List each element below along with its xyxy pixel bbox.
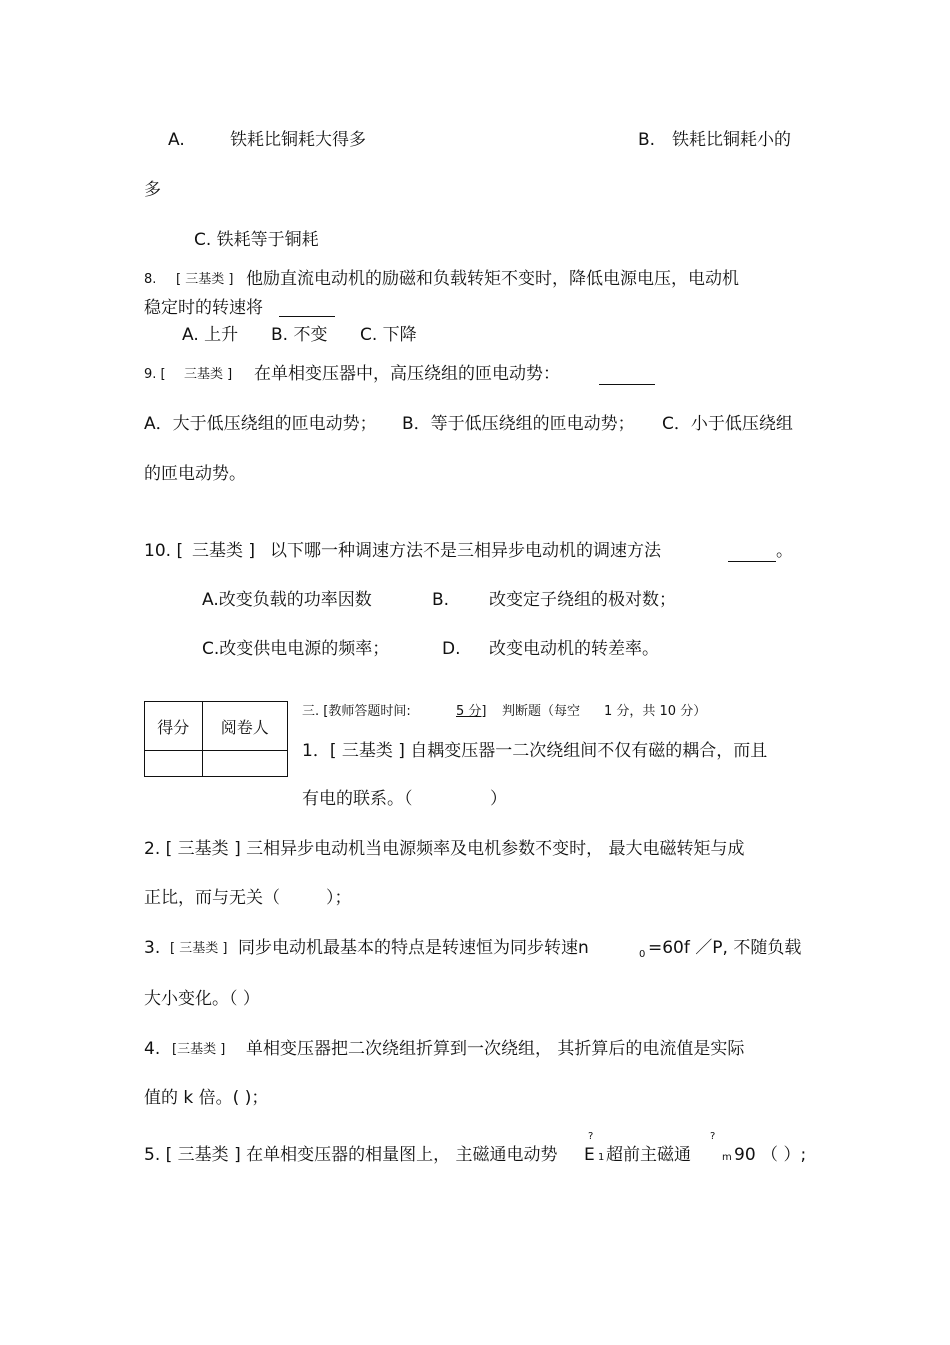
option-b-label: B. — [638, 130, 656, 150]
tf-q5-phasor-mark-m: ? — [710, 1131, 716, 1142]
tf-q3-subscript: 0 — [639, 949, 646, 960]
tf-q3-text: 同步电动机最基本的特点是转速恒为同步转速n — [238, 938, 589, 958]
tf-q3-line2: 大小变化。（ ） — [144, 989, 260, 1009]
q10-number: 10. [ — [144, 541, 184, 561]
tf-q2-close: ）； — [326, 888, 352, 908]
q8-text: 他励直流电动机的励磁和负载转矩不变时，降低电源电压，电动机 — [246, 269, 739, 289]
q9-answer-blank — [599, 384, 655, 385]
q10-option-a: A.改变负载的功率因数 — [202, 590, 372, 610]
q9-number: 9. [ — [144, 367, 166, 382]
tf-q5-text2: 超前主磁通 — [606, 1145, 691, 1165]
q9-option-c-continuation: 的匝电动势。 — [144, 464, 246, 484]
q8-number: 8. — [144, 272, 157, 287]
q9-option-c: C．小于低压绕组 — [662, 414, 793, 434]
tf-q4-text: 单相变压器把二次绕组折算到一次绕组， 其折算后的电流值是实际 — [246, 1039, 745, 1059]
tf-q1-line1: 1．[ 三基类 ] 自耦变压器一二次绕组间不仅有磁的耦合，而且 — [302, 741, 768, 761]
tf-q5-flux-subscript: m — [722, 1152, 732, 1163]
option-a-label: A. — [168, 130, 185, 150]
section3-points: 1 分，共 10 分） — [604, 704, 707, 719]
score-table — [144, 701, 288, 777]
tf-q5-text3: 90 （ ）; — [734, 1145, 807, 1165]
tf-q5-emf-subscript: 1 — [598, 1152, 605, 1163]
q8-answer-blank — [279, 316, 335, 317]
score-header: 得分 — [145, 702, 203, 751]
grader-cell[interactable] — [202, 751, 287, 777]
q10-answer-blank — [728, 561, 776, 562]
option-b-text: 铁耗比铜耗小的 — [672, 130, 791, 150]
q10-option-c: C.改变供电电源的频率； — [202, 639, 390, 659]
option-a-text: 铁耗比铜耗大得多 — [230, 130, 366, 150]
tf-q3-formula: =60f ／P, 不随负载 — [648, 938, 802, 958]
q9-tag: 三基类 ] — [184, 367, 233, 382]
q9-option-a: A．大于低压绕组的匝电动势； — [144, 414, 377, 434]
q8-tag: [ 三基类 ] — [176, 272, 234, 287]
q9-text: 在单相变压器中，高压绕组的匝电动势： — [254, 364, 560, 384]
q10-text: 以下哪一种调速方法不是三相异步电动机的调速方法 — [270, 541, 661, 561]
q8-option-b: B. 不变 — [271, 325, 328, 345]
section3-type: 判断题（每空 — [502, 704, 581, 719]
tf-q5-emf-symbol: E — [584, 1145, 595, 1165]
tf-q3-tag: [ 三基类 ] — [170, 941, 228, 956]
option-c-text: C. 铁耗等于铜耗 — [194, 230, 319, 250]
q10-option-b-label: B. — [432, 590, 450, 610]
tf-q2-line1: 2. [ 三基类 ] 三相异步电动机当电源频率及电机参数不变时， 最大电磁转矩与成 — [144, 839, 745, 859]
tf-q1-line2: 有电的联系。（ — [302, 789, 413, 809]
q10-option-b: 改变定子绕组的极对数； — [489, 590, 676, 610]
q10-option-d-label: D. — [442, 639, 461, 659]
tf-q4-line2: 值的 k 倍。( )； — [144, 1088, 269, 1108]
tf-q4-number: 4. — [144, 1039, 161, 1059]
q8-text-line2: 稳定时的转速将 — [144, 298, 263, 318]
tf-q2-line2: 正比，而与无关（ — [144, 888, 280, 908]
q9-option-b: B．等于低压绕组的匝电动势； — [402, 414, 635, 434]
q10-option-d: 改变电动机的转差率。 — [489, 639, 659, 659]
q10-end: 。 — [776, 541, 793, 561]
section3-header: 三. [教师答题时间: — [302, 704, 411, 719]
tf-q4-tag: [三基类 ] — [172, 1042, 226, 1057]
tf-q1-close: ） — [490, 789, 507, 809]
tf-q5-text: 5. [ 三基类 ] 在单相变压器的相量图上， 主磁通电动势 — [144, 1145, 558, 1165]
grader-header: 阅卷人 — [202, 702, 287, 751]
tf-q3-number: 3. — [144, 938, 161, 958]
q8-option-a: A. 上升 — [182, 325, 239, 345]
option-b-continuation: 多 — [144, 180, 161, 200]
tf-q5-phasor-mark-e: ? — [588, 1131, 594, 1142]
q8-option-c: C. 下降 — [360, 325, 417, 345]
section3-time: 5 分] — [456, 704, 487, 719]
q10-tag: 三基类 ] — [192, 541, 256, 561]
score-cell[interactable] — [145, 751, 203, 777]
